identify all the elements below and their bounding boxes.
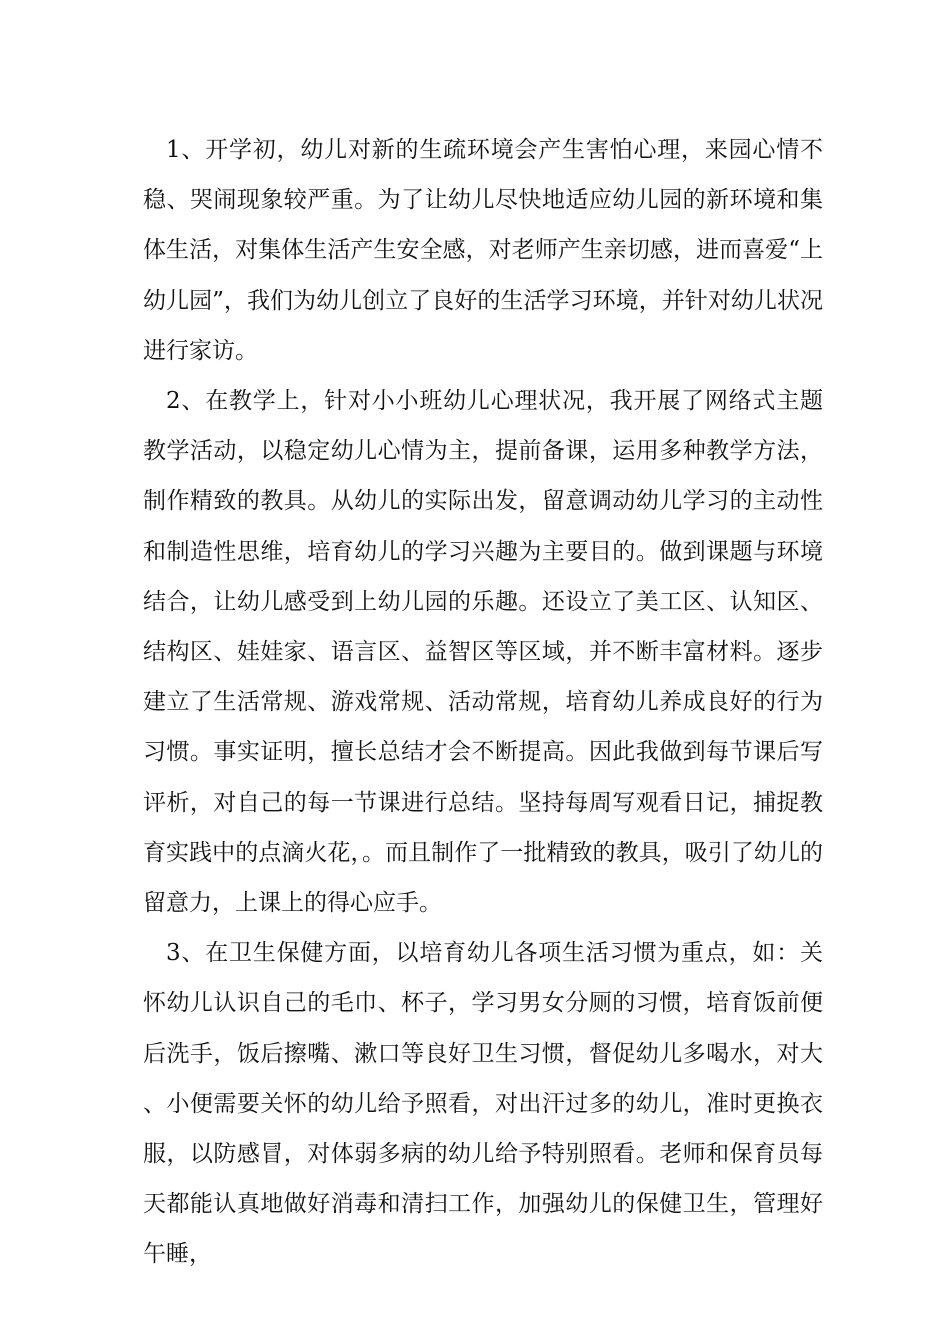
paragraph-2: 2、在教学上，针对小小班幼儿心理状况，我开展了网络式主题教学活动，以稳定幼儿心情为主，提前备课，运用多种教学方法，制作精致的教具。从幼儿的实际出发，留意调动幼儿学习的主动性和制造性思维，培育幼儿的学习兴趣为主要目的。做到课题与环境结合，让幼儿感受到上幼儿园的乐趣。还设立了美工区、认知区、结构区、娃娃家、语言区、益智区等区域，并不断丰富材料。逐步建立了生活常规、游戏常规、活动常规，培育幼儿养成良好的行为习惯。事实证明，擅长总结才会不断提高。因此我做到每节课后写评析，对自己的每一节课进行总结。坚持每周写观看日记，捕捉教育实践中的点滴火花，。而且制作了一批精致的教具，吸引了幼儿的留意力，上课上的得心应手。	[143, 388, 823, 917]
paragraph-1: 1、开学初，幼儿对新的生疏环境会产生害怕心理，来园心情不稳、哭闹现象较严重。为了让幼儿尽快地适应幼儿园的新环境和集体生活，对集体生活产生安全感，对老师产生亲切感，进而喜爱“上幼儿园”，我们为幼儿创立了良好的生活学习环境，并针对幼儿状况进行家访。	[143, 137, 823, 364]
paragraph-3: 3、在卫生保健方面，以培育幼儿各项生活习惯为重点，如：关怀幼儿认识自己的毛巾、杯子，学习男女分厕的习惯，培育饭前便后洗手，饭后擦嘴、漱口等良好卫生习惯，督促幼儿多喝水，对大、小便需要关怀的幼儿给予照看，对出汗过多的幼儿，准时更换衣服，以防感冒，对体弱多病的幼儿给予特别照看。老师和保育员每天都能认真地做好消毒和清扫工作，加强幼儿的保健卫生，管理好午睡，	[143, 940, 823, 1268]
document-body	[143, 125, 823, 1280]
